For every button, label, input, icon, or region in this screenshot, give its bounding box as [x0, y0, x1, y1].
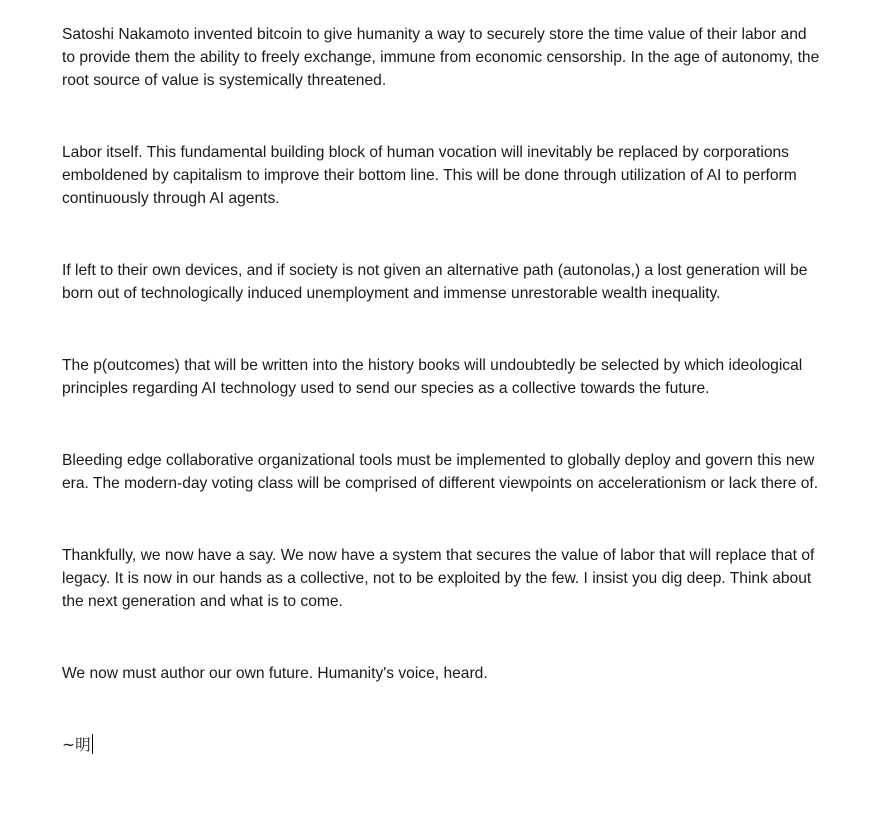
- signature-line[interactable]: [62, 734, 822, 757]
- paragraph-5: Bleeding edge collaborative organizational tools must be implemented to globally deploy and govern this new era. The modern-day voting class will be comprised of different viewpoints on accelerationism or lack there of.: [62, 452, 819, 492]
- text-cursor: [92, 734, 93, 754]
- paragraph-2: Labor itself. This fundamental building block of human vocation will inevitably be replaced by corporations emboldened by capitalism to improve their bottom line. This will be done through utilization of AI to perform continuously through AI agents.: [62, 144, 797, 207]
- paragraph-4: The p(outcomes) that will be written into the history books will undoubtedly be selected by which ideological principles regarding AI technology used to send our species as a collective towards the future.: [62, 357, 803, 397]
- paragraph-6: Thankfully, we now have a say. We now have a system that secures the value of labor that will replace that of legacy. It is now in our hands as a collective, not to be exploited by the few. I insist you dig deep. Think about the next generation and what is to come.: [62, 547, 815, 610]
- paragraph-1: Satoshi Nakamoto invented bitcoin to give humanity a way to securely store the time value of their labor and to provide them the ability to freely exchange, immune from economic censorship. In the age of autonomy, the root source of value is systemically threatened.: [62, 26, 820, 89]
- paragraph-7: We now must author our own future. Humanity's voice, heard.: [62, 665, 488, 682]
- signature-text: ~明: [62, 736, 91, 754]
- document-body[interactable]: [62, 23, 822, 757]
- paragraph-3: If left to their own devices, and if society is not given an alternative path (autonolas,) a lost generation will be born out of technologically induced unemployment and immense unrestorable wealth inequality.: [62, 262, 808, 302]
